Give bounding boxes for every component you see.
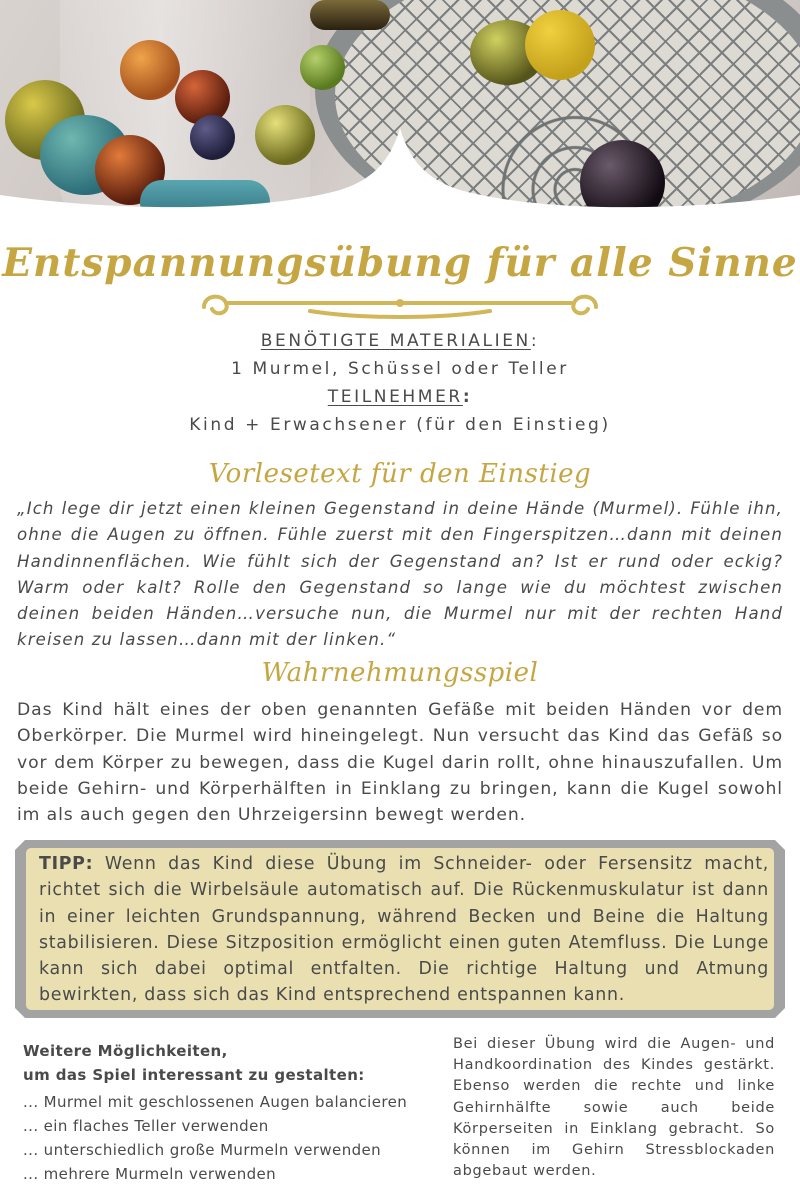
page-title: Entspannungsübung für alle Sinne (2, 240, 798, 286)
materials-value: 1 Murmel, Schüssel oder Teller (231, 359, 569, 379)
marble-bead (310, 0, 390, 30)
materials-label: BENÖTIGTE MATERIALIEN (260, 331, 531, 351)
materials-line (0, 327, 800, 355)
game-text: Das Kind hält eines der oben genannten Gefäße mit beiden Händen vor dem Oberkörper. Die Murmel wird hineingelegt. Nun versucht das Kind das Gefäß so vor dem Körper zu bewegen, dass die Kugel darin rollt, ohne hinauszufallen. Um beide Gehirn- und Körperhälften in Einklang zu bringen, kann die Kugel sowohl im als auch gegen den Uhrzeigersinn bewegt werden. (17, 700, 783, 826)
more-heading-line2: um das Spiel interessant zu gestalten: (23, 1066, 365, 1084)
participants-line (0, 383, 800, 411)
more-options (23, 1039, 443, 1186)
tip-body: Wenn das Kind diese Übung im Schneider- oder Fersensitz macht, richtet sich die Wirbelsäule automatisch auf. Die Rückenmuskulatur ist dann in einer leichten Grundspannung, während Becken und Beine die Haltung stabilisieren. Diese Sitzposition ermöglicht einen guten Atemfluss. Die Lunge kann sich dabei optimal entfalten. Die richtige Haltung und Atmung bewirkten, dass sich das Kind entsprechend entspannen kann. (39, 854, 769, 1006)
game-heading: Wahrnehmungsspiel (261, 658, 539, 688)
list-item: ... unterschiedlich große Murmeln verwenden (23, 1141, 382, 1159)
exercise-meta (0, 327, 800, 439)
reading-text: „Ich lege dir jetzt einen kleinen Gegenstand in deine Hände (Murmel). Fühle ihn, ohne die Augen zu öffnen. Fühle zuerst mit den Fingerspitzen…dann mit deinen Handinnenflächen. Wie fühlt sich der Gegenstand an? Ist er rund oder eckig? Warm oder kalt? Rolle den Gegenstand so lange wie du möchtest zwischen deinen beiden Händen…versuche nun, die Murmel nur mit der rechten Hand kreisen zu lassen…dann mit der linken.“ (17, 499, 783, 650)
marble (120, 40, 180, 100)
tip-text (39, 851, 769, 1009)
benefit-text: Bei dieser Übung wird die Augen- und Handkoordination des Kindes gestärkt. Ebenso werden die rechte und linke Gehirnhälfte sowie auch beide Körperseiten in Einklang gebracht. So können im Gehirn Stressblockaden abgebaut werden. (453, 1036, 775, 1180)
tip-label: TIPP: (39, 854, 94, 874)
list-item: ... Murmel mit geschlossenen Augen balancieren (23, 1093, 408, 1111)
marble (525, 10, 595, 80)
materials-colon: : (530, 331, 540, 351)
list-item: ... mehrere Murmeln verwenden (23, 1165, 277, 1183)
marble (300, 45, 345, 90)
participants-label: TEILNEHMER (327, 387, 463, 407)
participants-colon: : (462, 387, 473, 407)
hero-photo (0, 0, 800, 235)
more-heading-line1: Weitere Möglichkeiten, (23, 1042, 228, 1060)
reading-heading: Vorlesetext für den Einstieg (208, 459, 592, 489)
more-options-list (23, 1090, 443, 1186)
list-item: ... ein flaches Teller verwenden (23, 1117, 269, 1135)
participants-value: Kind + Erwachsener (für den Einstieg) (189, 415, 611, 435)
hero-curve-mask (0, 120, 800, 235)
flourish-ornament-icon (190, 287, 610, 323)
